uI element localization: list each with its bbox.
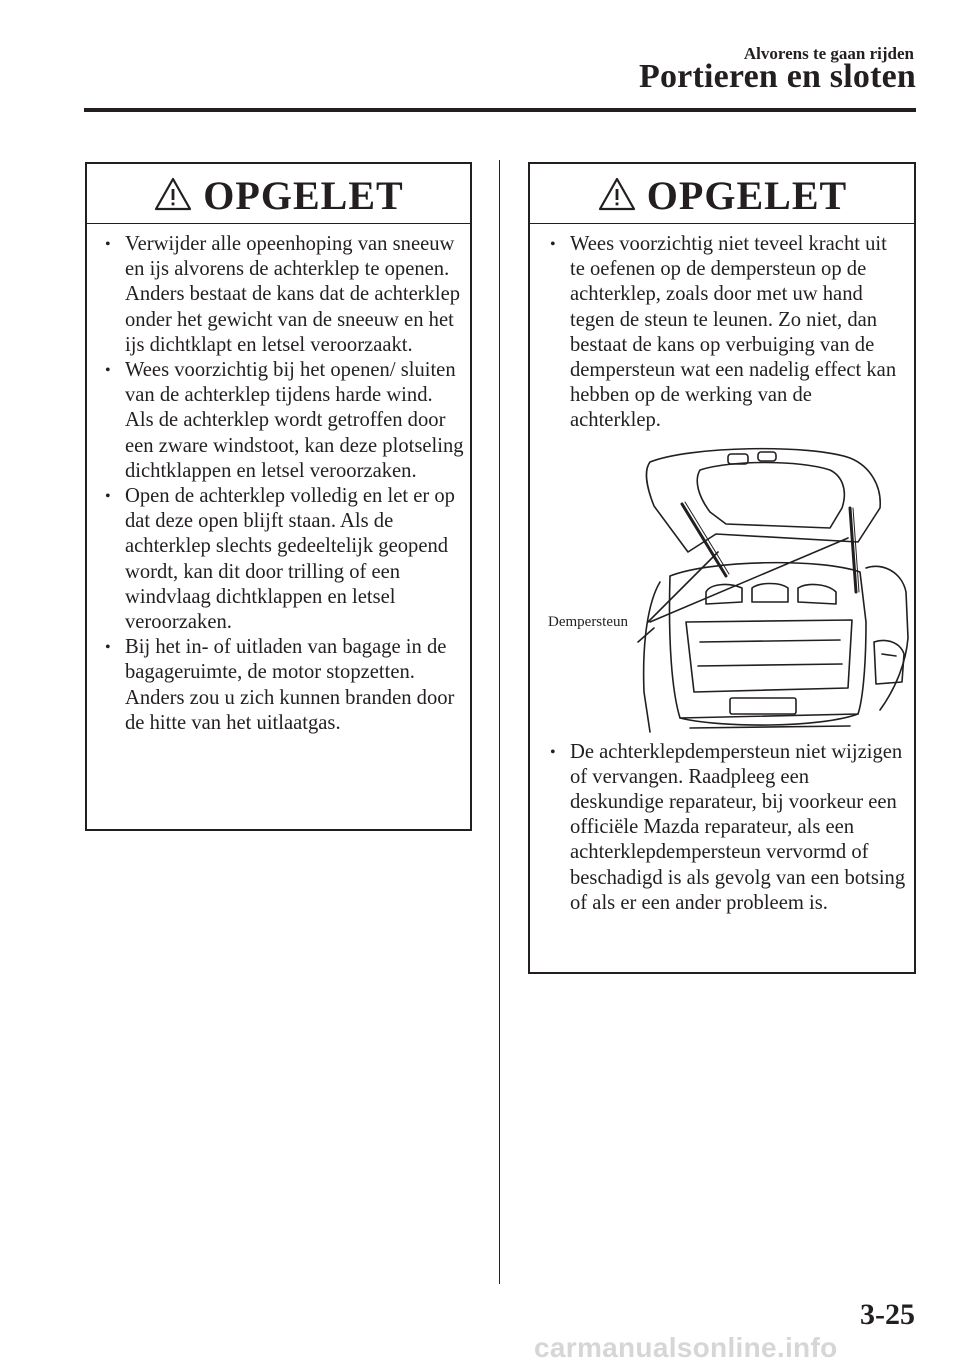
section-title: Alvorens te gaan rijden xyxy=(743,44,914,63)
header-rule xyxy=(84,108,916,112)
page-title: Portieren en sloten xyxy=(639,58,916,95)
warning-triangle-icon xyxy=(597,176,637,212)
figure-label-dempersteun: Dempersteun xyxy=(548,613,628,630)
caution-box-right xyxy=(528,162,916,974)
caution-header xyxy=(87,164,470,224)
tailgate-damper-illustration xyxy=(530,442,914,738)
caution-list xyxy=(89,232,464,736)
warning-triangle-icon xyxy=(153,176,193,212)
caution-item: • Wees voorzichtig bij het openen/ sluiten van de achterklep tijdens harde wind. Als de achterklep wordt getroffen door een zware windstoot, kan deze plotseling dichtklappen en letsel veroorzaken. xyxy=(89,358,464,484)
caution-item: • De achterklepdempersteun niet wijzigen of vervangen. Raadpleeg een deskundige reparateur, bij voorkeur een officiële Mazda reparateur, als een achterklepdempersteun vervormd of beschadigd is als gevolg van een botsing of als er een ander probleem is. xyxy=(534,740,906,916)
caution-header xyxy=(530,164,914,224)
caution-title: OPGELET xyxy=(203,172,404,218)
column-divider xyxy=(499,160,500,1284)
caution-list xyxy=(534,232,906,434)
caution-item: • Verwijder alle opeenhoping van sneeuw en ijs alvorens de achterklep te openen. Anders bestaat de kans dat de achterklep onder het gewicht van de sneeuw en het ijs dichtklapt en letsel veroorzaakt. xyxy=(89,232,464,358)
caution-item: • Open de achterklep volledig en let er op dat deze open blijft staan. Als de achterklep slechts gedeeltelijk geopend wordt, kan dit door trilling of een windvlaag dichtklappen en letsel veroorzaken. xyxy=(89,484,464,635)
caution-list xyxy=(534,740,906,916)
caution-item: • Wees voorzichtig niet teveel kracht uit te oefenen op de dempersteun op de achterklep, zoals door met uw hand tegen de steun te leunen. Zo niet, dan bestaat de kans op verbuiging van de dempersteun wat een nadelig effect kan hebben op de werking van de achterklep. xyxy=(534,232,906,434)
watermark: carmanualsonline.info xyxy=(534,1332,838,1363)
car-rear-open-tailgate-drawing xyxy=(530,442,914,738)
caution-box-left xyxy=(85,162,472,831)
caution-title: OPGELET xyxy=(646,172,848,218)
caution-item: • Bij het in- of uitladen van bagage in de bagageruimte, de motor stopzetten. Anders zou u zich kunnen branden door de hitte van het uitlaatgas. xyxy=(89,635,464,736)
page-number: 3-25 xyxy=(860,1298,915,1331)
